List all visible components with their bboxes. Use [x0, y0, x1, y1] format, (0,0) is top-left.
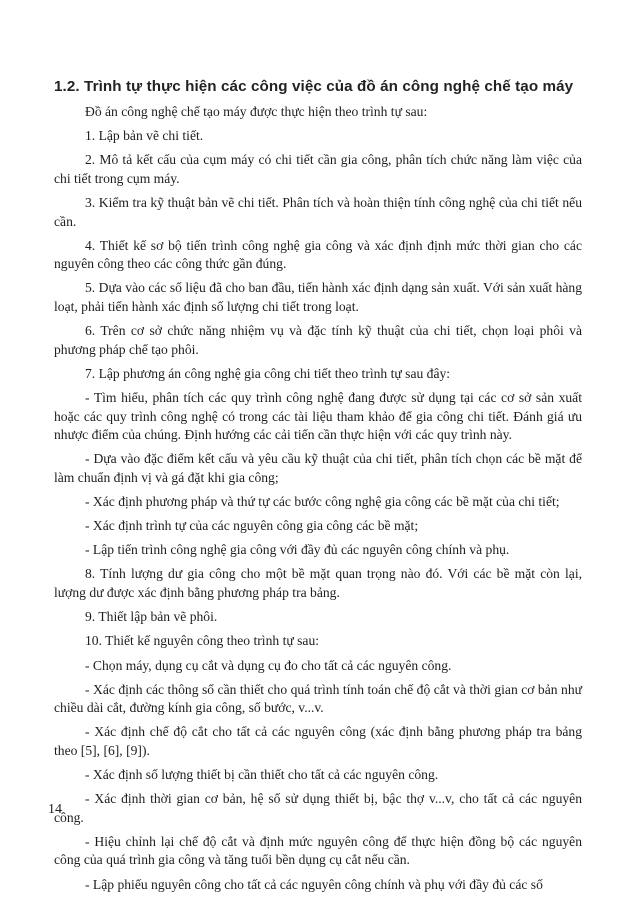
- section-body: [54, 103, 582, 900]
- paragraph: - Xác định phương pháp và thứ tự các bước công nghệ gia công các bề mặt của chi tiết;: [85, 493, 560, 509]
- paragraph: 4. Thiết kế sơ bộ tiến trình công nghệ gia công và xác định định mức thời gian cho các nguyên công theo các công thức gần đúng.: [54, 237, 582, 272]
- paragraph: - Dựa vào đặc điểm kết cấu và yêu cầu kỹ thuật của chi tiết, phân tích chọn các bề mặt để làm chuẩn định vị và gá đặt khi gia công;: [54, 451, 582, 485]
- paragraph: 2. Mô tả kết cấu của cụm máy có chi tiết cần gia công, phân tích chức năng làm việc của chi tiết trong cụm máy.: [54, 152, 582, 186]
- paragraph: - Xác định các thông số cần thiết cho quá trình tính toán chế độ cắt và thời gian cơ bản như chiều dài cắt, đường kính gia công, số bước, v...v.: [54, 681, 582, 716]
- paragraph: 1. Lập bản vẽ chi tiết.: [85, 128, 204, 144]
- paragraph: 8. Tính lượng dư gia công cho một bề mặt quan trọng nào đó. Với các bề mặt còn lại, lượng dư được xác định bằng phương pháp tra bảng.: [54, 566, 582, 600]
- paragraph: - Lập tiến trình công nghệ gia công với đầy đủ các nguyên công chính và phụ.: [85, 542, 510, 558]
- paragraph: 6. Trên cơ sở chức năng nhiệm vụ và đặc tính kỹ thuật của chi tiết, chọn loại phôi và phương pháp chế tạo phôi.: [54, 323, 582, 357]
- paragraph: 5. Dựa vào các số liệu đã cho ban đầu, tiến hành xác định dạng sản xuất. Với sản xuất hàng loạt, phải tiến hành xác định số lượng chi tiết trong loạt.: [54, 280, 582, 314]
- paragraph: - Chọn máy, dụng cụ cắt và dụng cụ đo cho tất cả các nguyên công.: [85, 657, 452, 673]
- page-number: 14: [48, 802, 62, 817]
- paragraph: Đồ án công nghệ chế tạo máy được thực hiện theo trình tự sau:: [85, 104, 428, 119]
- paragraph: - Xác định số lượng thiết bị cần thiết cho tất cả các nguyên công.: [85, 767, 439, 783]
- paragraph: - Lập phiếu nguyên công cho tất cả các nguyên công chính và phụ với đầy đủ các số: [85, 876, 543, 892]
- paragraph: 7. Lập phương án công nghệ gia công chi tiết theo trình tự sau đây:: [85, 365, 451, 381]
- paragraph: 3. Kiểm tra kỹ thuật bản vẽ chi tiết. Phân tích và hoàn thiện tính công nghệ của chi tiết nếu cần.: [54, 195, 582, 229]
- paragraph: - Xác định trình tự của các nguyên công gia công các bề mặt;: [85, 518, 419, 534]
- paragraph: - Xác định thời gian cơ bản, hệ số sử dụng thiết bị, bậc thợ v...v, cho tất cả các nguyên công.: [54, 791, 582, 825]
- section-heading: 1.2. Trình tự thực hiện các công việc của đồ án công nghệ chế tạo máy: [54, 78, 574, 95]
- paragraph: - Xác định chế độ cắt cho tất cả các nguyên công (xác định bằng phương pháp tra bảng theo [5], [6], [9]).: [54, 724, 582, 758]
- paragraph: - Tìm hiểu, phân tích các quy trình công nghệ đang được sử dụng tại các cơ sở sản xuất hoặc các quy trình công nghệ có trong các tài liệu tham khảo để gia công chi tiết. Đánh giá ưu nhược điểm của chúng. Định hướng các cải tiến cần thực hiện với các quy trình này.: [54, 390, 582, 442]
- paragraph: 10. Thiết kế nguyên công theo trình tự sau:: [85, 633, 320, 649]
- paragraph: 9. Thiết lập bản vẽ phôi.: [85, 609, 218, 625]
- paragraph: - Hiệu chỉnh lại chế độ cắt và định mức nguyên công để thực hiện đồng bộ các nguyên công của quá trình gia công và tăng tuổi bền dụng cụ cắt nếu cần.: [54, 833, 582, 868]
